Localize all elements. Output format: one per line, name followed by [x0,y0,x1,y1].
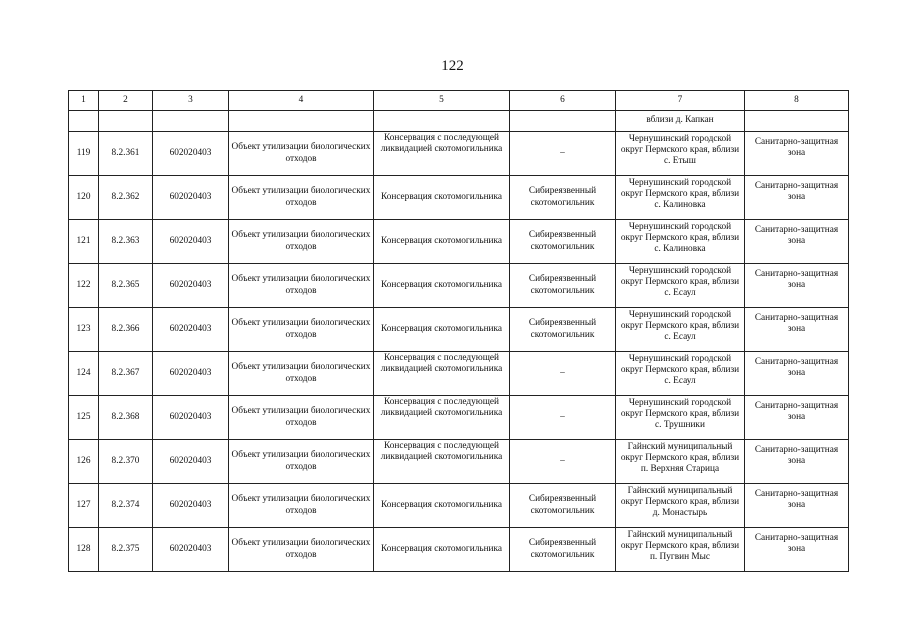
object-code: 8.2.374 [99,484,153,528]
object-name: Объект утилизации биологических отходов [229,308,374,352]
planned-action: Консервация скотомогильника [374,484,510,528]
classifier-code: 602020403 [153,352,229,396]
row-number: 123 [69,308,99,352]
object-location: Гайнский муниципальный округ Пермского края, вблизи п. Верхняя Старица [616,440,745,484]
object-name: Объект утилизации биологических отходов [229,528,374,572]
classifier-code: 602020403 [153,132,229,176]
zone-type: Санитарно-защитная зона [745,352,849,396]
empty-cell [69,111,99,132]
object-type: – [510,440,616,484]
column-header: 7 [616,91,745,111]
table-row [69,352,849,396]
planned-action: Консервация скотомогильника [374,264,510,308]
row-number: 126 [69,440,99,484]
column-header: 5 [374,91,510,111]
column-number-row [69,91,849,111]
object-type: – [510,132,616,176]
row-number: 125 [69,396,99,440]
object-name: Объект утилизации биологических отходов [229,264,374,308]
object-name: Объект утилизации биологических отходов [229,440,374,484]
continuation-location: вблизи д. Капкан [616,111,745,132]
row-number: 122 [69,264,99,308]
zone-type: Санитарно-защитная зона [745,220,849,264]
object-code: 8.2.365 [99,264,153,308]
row-number: 121 [69,220,99,264]
object-type: Сибиреязвенный скотомогильник [510,308,616,352]
object-name: Объект утилизации биологических отходов [229,352,374,396]
object-type: – [510,352,616,396]
object-name: Объект утилизации биологических отходов [229,484,374,528]
object-location: Гайнский муниципальный округ Пермского края, вблизи д. Монастырь [616,484,745,528]
row-number: 120 [69,176,99,220]
planned-action: Консервация с последующей ликвидацией скотомогильника [374,352,510,396]
planned-action: Консервация скотомогильника [374,528,510,572]
table-row [69,264,849,308]
object-name: Объект утилизации биологических отходов [229,396,374,440]
column-header: 2 [99,91,153,111]
classifier-code: 602020403 [153,484,229,528]
object-location: Чернушинский городской округ Пермского края, вблизи с. Етыш [616,132,745,176]
classifier-code: 602020403 [153,220,229,264]
row-number: 124 [69,352,99,396]
zone-type: Санитарно-защитная зона [745,176,849,220]
row-number: 119 [69,132,99,176]
object-code: 8.2.366 [99,308,153,352]
continuation-row [69,111,849,132]
row-number: 128 [69,528,99,572]
empty-cell [99,111,153,132]
registry-table [68,90,849,572]
zone-type: Санитарно-защитная зона [745,440,849,484]
object-location: Чернушинский городской округ Пермского края, вблизи с. Есаул [616,308,745,352]
planned-action: Консервация с последующей ликвидацией скотомогильника [374,440,510,484]
column-header: 6 [510,91,616,111]
zone-type: Санитарно-защитная зона [745,308,849,352]
classifier-code: 602020403 [153,396,229,440]
column-header: 1 [69,91,99,111]
planned-action: Консервация с последующей ликвидацией скотомогильника [374,396,510,440]
planned-action: Консервация скотомогильника [374,220,510,264]
classifier-code: 602020403 [153,528,229,572]
page-number: 122 [441,58,464,74]
object-name: Объект утилизации биологических отходов [229,176,374,220]
object-code: 8.2.361 [99,132,153,176]
object-code: 8.2.362 [99,176,153,220]
empty-cell [374,111,510,132]
column-header: 8 [745,91,849,111]
table-row [69,528,849,572]
zone-type: Санитарно-защитная зона [745,484,849,528]
object-code: 8.2.367 [99,352,153,396]
object-location: Чернушинский городской округ Пермского края, вблизи с. Калиновка [616,176,745,220]
object-type: – [510,396,616,440]
object-name: Объект утилизации биологических отходов [229,132,374,176]
object-location: Чернушинский городской округ Пермского края, вблизи с. Калиновка [616,220,745,264]
classifier-code: 602020403 [153,264,229,308]
object-code: 8.2.375 [99,528,153,572]
object-type: Сибиреязвенный скотомогильник [510,264,616,308]
table-row [69,484,849,528]
object-type: Сибиреязвенный скотомогильник [510,484,616,528]
object-code: 8.2.368 [99,396,153,440]
object-type: Сибиреязвенный скотомогильник [510,220,616,264]
table-row [69,308,849,352]
empty-cell [229,111,374,132]
table-row [69,176,849,220]
column-header: 3 [153,91,229,111]
object-location: Чернушинский городской округ Пермского края, вблизи с. Трушники [616,396,745,440]
empty-cell [510,111,616,132]
zone-type: Санитарно-защитная зона [745,528,849,572]
table-row [69,396,849,440]
row-number: 127 [69,484,99,528]
object-location: Чернушинский городской округ Пермского края, вблизи с. Есаул [616,264,745,308]
empty-cell [745,111,849,132]
object-type: Сибиреязвенный скотомогильник [510,528,616,572]
zone-type: Санитарно-защитная зона [745,132,849,176]
table-row [69,220,849,264]
object-location: Гайнский муниципальный округ Пермского края, вблизи п. Пугвин Мыс [616,528,745,572]
table-row [69,440,849,484]
empty-cell [153,111,229,132]
planned-action: Консервация с последующей ликвидацией скотомогильника [374,132,510,176]
column-header: 4 [229,91,374,111]
classifier-code: 602020403 [153,308,229,352]
object-code: 8.2.363 [99,220,153,264]
object-code: 8.2.370 [99,440,153,484]
zone-type: Санитарно-защитная зона [745,396,849,440]
table-row [69,132,849,176]
planned-action: Консервация скотомогильника [374,176,510,220]
object-type: Сибиреязвенный скотомогильник [510,176,616,220]
object-name: Объект утилизации биологических отходов [229,220,374,264]
classifier-code: 602020403 [153,440,229,484]
table-body [69,91,849,572]
zone-type: Санитарно-защитная зона [745,264,849,308]
object-location: Чернушинский городской округ Пермского края, вблизи с. Есаул [616,352,745,396]
planned-action: Консервация скотомогильника [374,308,510,352]
classifier-code: 602020403 [153,176,229,220]
